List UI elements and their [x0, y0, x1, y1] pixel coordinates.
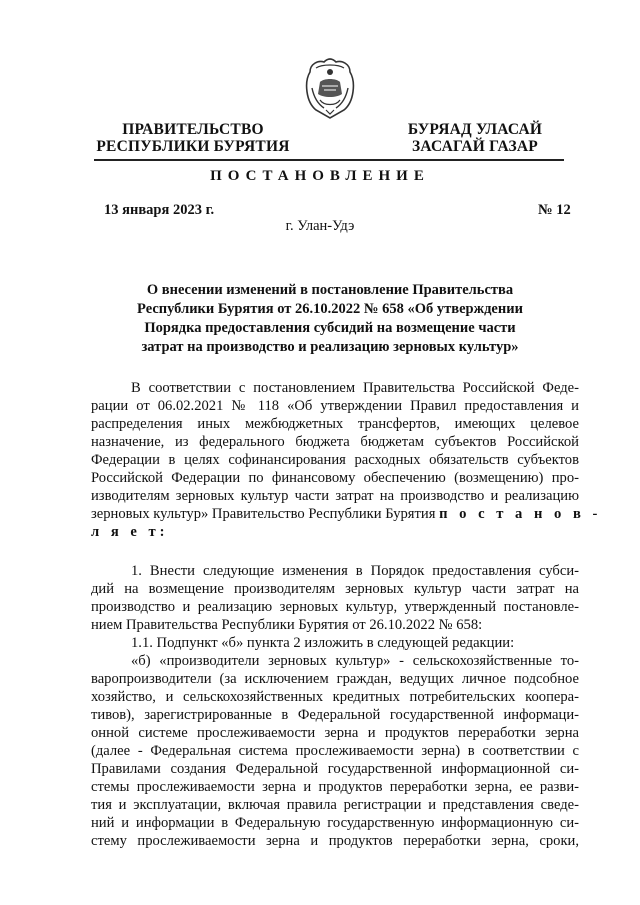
item-b-line: Правилами создания Федеральной государственной информационной си-	[91, 761, 579, 777]
item-b-line: хозяйство, и сельскохозяйственных кредитных потребительских коопера-	[91, 689, 579, 705]
issuer-bua-line2: ЗАСАГАЙ ГАЗАР	[412, 138, 538, 155]
item-b-line: стему прослеживаемости зерна и продуктов переработки зерна, сроки,	[91, 833, 579, 849]
subject-line: Порядка предоставления субсидий на возмещение части	[144, 320, 516, 336]
issuer-ru-line2: РЕСПУБЛИКИ БУРЯТИЯ	[96, 138, 290, 155]
item-b-line: (далее - Федеральная система прослеживаемости зерна) в соответствии с	[91, 743, 579, 759]
item-1-line: нием Правительства Республики Бурятия от 26.10.2022 № 658:	[91, 617, 483, 633]
subject-line: О внесении изменений в постановление Правительства	[146, 282, 514, 298]
preamble-line	[91, 523, 579, 541]
subject-line: Республики Бурятия от 26.10.2022 № 658 «Об утверждении	[137, 301, 523, 317]
issuer-ru-line1: ПРАВИТЕЛЬСТВО	[122, 121, 264, 138]
preamble-line: В соответствии с постановлением Правительства Российской Феде-	[131, 380, 579, 396]
coat-of-arms-emblem	[302, 58, 358, 120]
item-b-line: «б) «производители зерновых культур» - сельскохозяйственные то-	[131, 653, 579, 669]
issuer-bua-line1: БУРЯАД УЛАСАЙ	[407, 121, 543, 138]
item-b-line: варопроизводители (за исключением граждан, ведущих личное подсобное	[91, 671, 579, 687]
document-city: г. Улан-Удэ	[285, 218, 355, 234]
item-b-line: ний и информации в Федеральную государственную информационную си-	[91, 815, 579, 831]
preamble-line: назначение, из федерального бюджета бюджетам субъектов Российской	[91, 434, 579, 450]
document-number: № 12	[538, 202, 571, 218]
item-1-1-line: 1.1. Подпункт «б» пункта 2 изложить в следующей редакции:	[131, 635, 515, 651]
preamble-line: Федерации в целях софинансирования расходных обязательств субъектов	[91, 452, 579, 468]
header-divider	[94, 159, 564, 161]
item-b-line: стемы прослеживаемости зерна и продуктов переработки зерна, ее разви-	[91, 779, 579, 795]
preamble-line: распределения иных межбюджетных трансфертов, имеющих целевое	[91, 416, 579, 432]
document-type-title: ПОСТАНОВЛЕНИЕ	[210, 168, 430, 184]
subject-line: затрат на производство и реализацию зерновых культур»	[141, 339, 519, 355]
preamble-paragraph	[91, 379, 602, 541]
preamble-line: изводителям зерновых культур части затрат на производство и реализацию	[91, 488, 579, 504]
issuer-name-buryat	[390, 121, 560, 155]
decree-word-part2: л я е т:	[91, 524, 169, 540]
item-b-line: онной системе прослеживаемости зерна и продуктов переработки зерна	[91, 725, 579, 741]
item-b-line: тивов), зарегистрированные в Федеральной государственной информаци-	[91, 707, 579, 723]
item-b-line: тия и эксплуатации, включая правила регистрации и представления сведе-	[91, 797, 579, 813]
document-subject	[110, 281, 550, 357]
preamble-line	[91, 505, 602, 523]
item-1-paragraph	[91, 562, 579, 850]
item-1-line: дий на возмещение производителям зерновых культур части затрат на	[91, 581, 579, 597]
issuer-name-russian	[88, 121, 298, 155]
decree-word-part1: п о с т а н о в -	[439, 506, 602, 522]
document-date: 13 января 2023 г.	[104, 202, 215, 218]
preamble-line-text: зерновых культур» Правительство Республики Бурятия	[91, 506, 436, 522]
item-1-line: производство и реализацию зерновых культур, утвержденный постановле-	[91, 599, 579, 615]
preamble-line: Российской Федерации по финансовому обеспечению (возмещению) про-	[91, 470, 579, 486]
item-1-line: 1. Внести следующие изменения в Порядок предоставления субси-	[131, 563, 579, 579]
preamble-line: рации от 06.02.2021 № 118 «Об утверждении Правил предоставления и	[91, 398, 579, 414]
